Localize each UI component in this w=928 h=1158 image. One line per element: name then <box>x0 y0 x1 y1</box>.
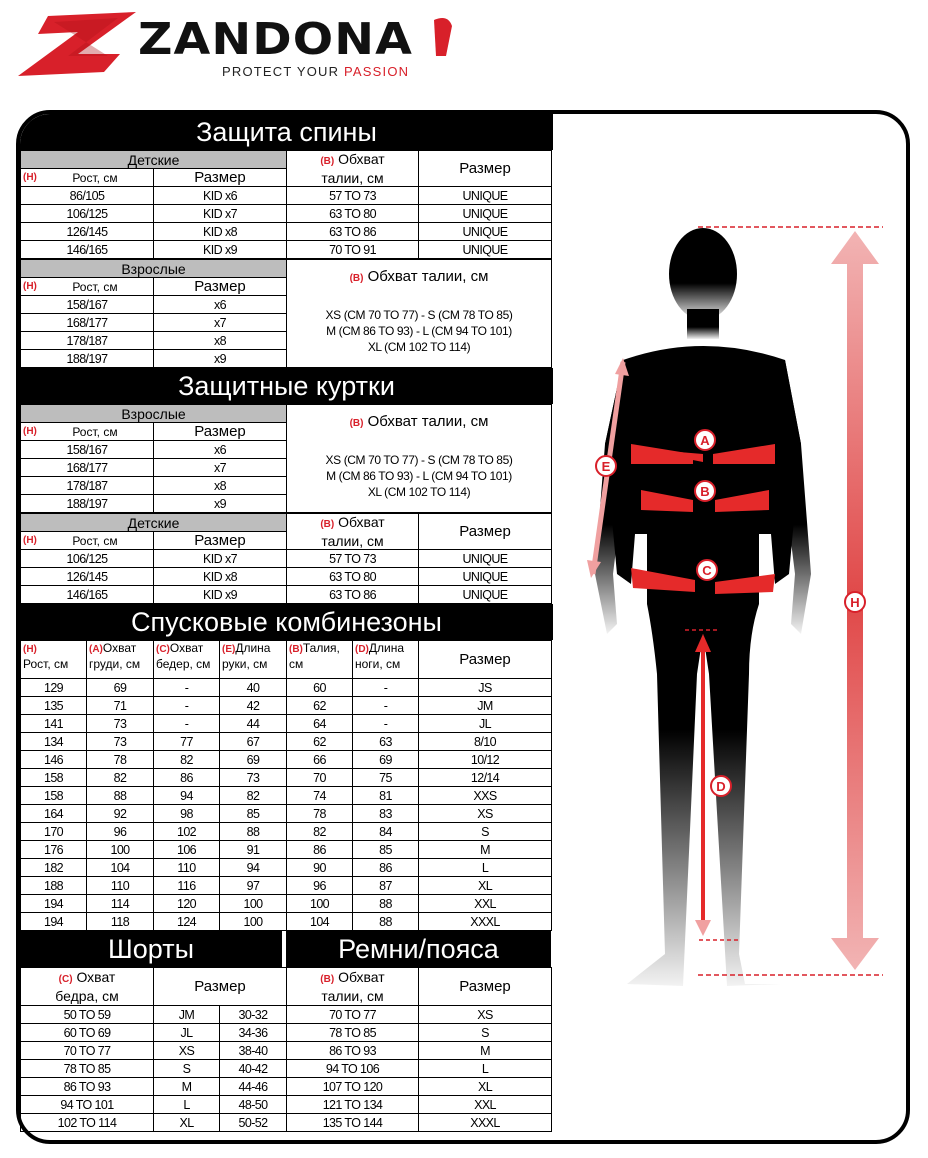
hip-cell: 110 <box>154 859 220 877</box>
waist-cell: 74 <box>287 787 353 805</box>
size-cell: KID x9 <box>154 586 287 604</box>
waist-cell: 64 <box>287 715 353 733</box>
waist-cell: 96 <box>287 877 353 895</box>
table-row <box>21 679 552 697</box>
height-cell: 188/197 <box>21 350 154 368</box>
height-cell: 188/197 <box>21 495 154 513</box>
back-kids-height-header: (H) Рост, см <box>21 169 154 187</box>
table-row <box>21 568 552 586</box>
arm-cell: 40 <box>220 679 287 697</box>
size-cell: UNIQUE <box>419 205 552 223</box>
table-row <box>287 1096 552 1114</box>
arm-cell: 100 <box>220 913 287 931</box>
size-cell: XS <box>419 805 552 823</box>
waist-cell: 70 <box>287 769 353 787</box>
size-cell: XS <box>419 1006 552 1024</box>
back-adults-waist-note: XS (CM 70 TO 77) - S (CM 78 TO 85) M (CM 86 TO 93) - L (CM 94 TO 101) XL (CM 102 TO 114) <box>287 296 552 368</box>
leg-cell: 86 <box>353 859 419 877</box>
jackets-kids-waist-header: (B) Обхват талии, см <box>287 514 419 550</box>
size-cell: S <box>154 1060 220 1078</box>
hip-cell: 94 TO 101 <box>21 1096 154 1114</box>
size-cell: XS <box>154 1042 220 1060</box>
belts-size-header: Размер <box>419 968 552 1006</box>
section-title-jackets: Защитные куртки <box>20 368 553 404</box>
section-title-suits: Спусковые комбинезоны <box>20 604 553 640</box>
size-number-cell: 44-46 <box>220 1078 287 1096</box>
jackets-adults-waist-note: XS (CM 70 TO 77) - S (CM 78 TO 85) M (CM 86 TO 93) - L (CM 94 TO 101) XL (CM 102 TO 114) <box>287 441 552 513</box>
table-row <box>21 1060 287 1078</box>
size-tables <box>20 114 553 1132</box>
waist-cell: 121 TO 134 <box>287 1096 419 1114</box>
size-cell: x8 <box>154 477 287 495</box>
table-row <box>21 205 552 223</box>
waist-cell: 62 <box>287 733 353 751</box>
shorts-table <box>20 967 287 1132</box>
table-row <box>21 823 552 841</box>
size-cell: UNIQUE <box>419 586 552 604</box>
size-cell: x9 <box>154 495 287 513</box>
chest-cell: 69 <box>87 679 154 697</box>
size-cell: UNIQUE <box>419 223 552 241</box>
suits-header-1: (A)Охват груди, см <box>87 641 154 679</box>
waist-cell: 86 <box>287 841 353 859</box>
leg-cell: 81 <box>353 787 419 805</box>
height-cell: 194 <box>21 913 87 931</box>
back-kids-size-header-right: Размер <box>419 151 552 187</box>
waist-cell: 82 <box>287 823 353 841</box>
chest-cell: 71 <box>87 697 154 715</box>
back-adults-table <box>20 259 552 368</box>
marker-b-label: B <box>700 484 710 499</box>
height-cell: 135 <box>21 697 87 715</box>
table-row <box>21 715 552 733</box>
size-number-cell: 48-50 <box>220 1096 287 1114</box>
leg-cell: - <box>353 715 419 733</box>
arm-cell: 44 <box>220 715 287 733</box>
size-cell: 10/12 <box>419 751 552 769</box>
height-cell: 134 <box>21 733 87 751</box>
chest-cell: 92 <box>87 805 154 823</box>
height-cell: 86/105 <box>21 187 154 205</box>
jackets-adults-table <box>20 404 552 513</box>
chest-cell: 114 <box>87 895 154 913</box>
size-cell: XXL <box>419 895 552 913</box>
suits-header-5: (D)Длина ноги, см <box>353 641 419 679</box>
table-row <box>21 241 552 259</box>
table-row <box>287 1006 552 1024</box>
jackets-adults-size-header: Размер <box>154 423 287 441</box>
table-row <box>21 1114 287 1132</box>
back-adults-waist-header: (B) Обхват талии, см <box>287 260 552 296</box>
leg-cell: 83 <box>353 805 419 823</box>
table-row <box>21 296 552 314</box>
size-cell: XL <box>419 1078 552 1096</box>
marker-h-label: H <box>850 595 860 610</box>
chest-cell: 73 <box>87 733 154 751</box>
jackets-kids-size-header-right: Размер <box>419 514 552 550</box>
height-cell: 106/125 <box>21 550 154 568</box>
section-title-belts: Ремни/пояса <box>286 931 551 967</box>
leg-cell: - <box>353 697 419 715</box>
size-cell: UNIQUE <box>419 568 552 586</box>
back-kids-waist-header: (B) Обхват талии, см <box>287 151 419 187</box>
size-cell: JM <box>419 697 552 715</box>
hip-cell: 116 <box>154 877 220 895</box>
size-cell: S <box>419 1024 552 1042</box>
leg-cell: 75 <box>353 769 419 787</box>
arm-cell: 67 <box>220 733 287 751</box>
size-cell: UNIQUE <box>419 241 552 259</box>
table-row <box>21 751 552 769</box>
hip-cell: - <box>154 679 220 697</box>
hip-cell: 106 <box>154 841 220 859</box>
leg-cell: 87 <box>353 877 419 895</box>
waist-cell: 90 <box>287 859 353 877</box>
arm-cell: 100 <box>220 895 287 913</box>
table-row <box>21 223 552 241</box>
size-cell: x9 <box>154 350 287 368</box>
size-cell: JL <box>419 715 552 733</box>
marker-a-label: A <box>700 433 710 448</box>
waist-cell: 57 TO 73 <box>287 187 419 205</box>
waist-cell: 94 TO 106 <box>287 1060 419 1078</box>
jackets-kids-heading: Детские <box>21 514 287 532</box>
leg-cell: - <box>353 679 419 697</box>
table-row <box>21 733 552 751</box>
waist-cell: 135 TO 144 <box>287 1114 419 1132</box>
waist-cell: 57 TO 73 <box>287 550 419 568</box>
marker-d-label: D <box>716 779 726 794</box>
belts-table <box>286 967 552 1132</box>
waist-cell: 70 TO 91 <box>287 241 419 259</box>
jackets-adults-height-header: (H) Рост, см <box>21 423 154 441</box>
size-cell: XL <box>419 877 552 895</box>
table-row <box>21 1096 287 1114</box>
size-cell: x7 <box>154 314 287 332</box>
size-cell: 8/10 <box>419 733 552 751</box>
height-cell: 158 <box>21 769 87 787</box>
chest-cell: 104 <box>87 859 154 877</box>
shorts-size-header: Размер <box>154 968 287 1006</box>
arm-cell: 82 <box>220 787 287 805</box>
size-cell: XXXL <box>419 1114 552 1132</box>
size-number-cell: 40-42 <box>220 1060 287 1078</box>
size-cell: S <box>419 823 552 841</box>
table-row <box>21 913 552 931</box>
size-number-cell: 50-52 <box>220 1114 287 1132</box>
chest-cell: 82 <box>87 769 154 787</box>
chest-cell: 73 <box>87 715 154 733</box>
hip-cell: 120 <box>154 895 220 913</box>
waist-cell: 100 <box>287 895 353 913</box>
height-cell: 158/167 <box>21 296 154 314</box>
leg-cell: 69 <box>353 751 419 769</box>
height-cell: 146/165 <box>21 586 154 604</box>
waist-cell: 62 <box>287 697 353 715</box>
shorts-hip-header: (C) Охват бедра, см <box>21 968 154 1006</box>
hip-cell: - <box>154 697 220 715</box>
jackets-kids-height-header: (H) Рост, см <box>21 532 154 550</box>
table-row <box>287 1114 552 1132</box>
jackets-kids-size-header: Размер <box>154 532 287 550</box>
size-cell: KID x8 <box>154 568 287 586</box>
table-row <box>287 1024 552 1042</box>
chest-cell: 110 <box>87 877 154 895</box>
hip-cell: - <box>154 715 220 733</box>
suits-header-4: (B)Талия, см <box>287 641 353 679</box>
table-row <box>21 441 552 459</box>
belts-waist-header: (B) Обхват талии, см <box>287 968 419 1006</box>
waist-cell: 86 TO 93 <box>287 1042 419 1060</box>
table-row <box>287 1078 552 1096</box>
hip-cell: 102 TO 114 <box>21 1114 154 1132</box>
chest-cell: 96 <box>87 823 154 841</box>
table-row <box>287 1042 552 1060</box>
arm-cell: 97 <box>220 877 287 895</box>
table-row <box>21 877 552 895</box>
table-row <box>21 1042 287 1060</box>
suits-header-2: (C)Охват бедер, см <box>154 641 220 679</box>
waist-cell: 66 <box>287 751 353 769</box>
chest-cell: 118 <box>87 913 154 931</box>
height-cell: 158 <box>21 787 87 805</box>
size-cell: UNIQUE <box>419 550 552 568</box>
hip-cell: 98 <box>154 805 220 823</box>
size-cell: L <box>419 1060 552 1078</box>
size-cell: JM <box>154 1006 220 1024</box>
size-cell: KID x9 <box>154 241 287 259</box>
hip-cell: 102 <box>154 823 220 841</box>
suits-header-0: (H) Рост, см <box>21 641 87 679</box>
height-cell: 106/125 <box>21 205 154 223</box>
hip-cell: 50 TO 59 <box>21 1006 154 1024</box>
table-row <box>21 787 552 805</box>
section-title-back: Защита спины <box>20 114 553 150</box>
section-title-shorts: Шорты <box>20 931 286 967</box>
size-cell: M <box>154 1078 220 1096</box>
jackets-adults-waist-header: (B) Обхват талии, см <box>287 405 552 441</box>
body-measurement-figure <box>553 114 906 1140</box>
height-cell: 126/145 <box>21 223 154 241</box>
arm-cell: 94 <box>220 859 287 877</box>
table-row <box>21 586 552 604</box>
hip-cell: 60 TO 69 <box>21 1024 154 1042</box>
waist-cell: 78 TO 85 <box>287 1024 419 1042</box>
hip-cell: 124 <box>154 913 220 931</box>
height-cell: 178/187 <box>21 477 154 495</box>
brand-name: ZANDONA <box>138 14 413 65</box>
table-row <box>287 1060 552 1078</box>
hip-cell: 77 <box>154 733 220 751</box>
table-row <box>21 1024 287 1042</box>
table-row <box>21 550 552 568</box>
height-cell: 170 <box>21 823 87 841</box>
waist-cell: 60 <box>287 679 353 697</box>
back-adults-size-header: Размер <box>154 278 287 296</box>
height-cell: 146/165 <box>21 241 154 259</box>
chest-cell: 100 <box>87 841 154 859</box>
leg-cell: 85 <box>353 841 419 859</box>
table-row <box>21 769 552 787</box>
height-cell: 158/167 <box>21 441 154 459</box>
size-cell: x8 <box>154 332 287 350</box>
table-row <box>21 187 552 205</box>
height-cell: 182 <box>21 859 87 877</box>
size-number-cell: 30-32 <box>220 1006 287 1024</box>
hip-cell: 82 <box>154 751 220 769</box>
hip-cell: 86 <box>154 769 220 787</box>
height-cell: 168/177 <box>21 314 154 332</box>
size-cell: JS <box>419 679 552 697</box>
height-cell: 178/187 <box>21 332 154 350</box>
height-cell: 146 <box>21 751 87 769</box>
size-cell: KID x8 <box>154 223 287 241</box>
waist-cell: 63 TO 80 <box>287 205 419 223</box>
size-number-cell: 38-40 <box>220 1042 287 1060</box>
jackets-kids-table <box>20 513 552 604</box>
hip-cell: 78 TO 85 <box>21 1060 154 1078</box>
arm-cell: 42 <box>220 697 287 715</box>
size-cell: KID x6 <box>154 187 287 205</box>
size-cell: L <box>154 1096 220 1114</box>
leg-cell: 88 <box>353 913 419 931</box>
back-adults-height-header: (H) Рост, см <box>21 278 154 296</box>
size-cell: KID x7 <box>154 550 287 568</box>
hip-cell: 70 TO 77 <box>21 1042 154 1060</box>
waist-cell: 107 TO 120 <box>287 1078 419 1096</box>
arm-cell: 73 <box>220 769 287 787</box>
hip-cell: 94 <box>154 787 220 805</box>
chest-cell: 88 <box>87 787 154 805</box>
waist-cell: 104 <box>287 913 353 931</box>
size-cell: x6 <box>154 441 287 459</box>
size-cell: XL <box>154 1114 220 1132</box>
back-kids-size-header: Размер <box>154 169 287 187</box>
height-cell: 194 <box>21 895 87 913</box>
leg-cell: 84 <box>353 823 419 841</box>
size-cell: XXL <box>419 1096 552 1114</box>
brand-tagline: PROTECT YOUR PASSION <box>222 64 410 79</box>
suits-table <box>20 640 552 931</box>
waist-cell: 70 TO 77 <box>287 1006 419 1024</box>
height-cell: 164 <box>21 805 87 823</box>
size-cell: L <box>419 859 552 877</box>
height-cell: 141 <box>21 715 87 733</box>
leg-cell: 88 <box>353 895 419 913</box>
table-row <box>21 1006 287 1024</box>
table-row <box>21 1078 287 1096</box>
size-cell: JL <box>154 1024 220 1042</box>
size-cell: x7 <box>154 459 287 477</box>
table-row <box>21 859 552 877</box>
height-cell: 176 <box>21 841 87 859</box>
size-cell: M <box>419 841 552 859</box>
waist-cell: 78 <box>287 805 353 823</box>
hip-cell: 86 TO 93 <box>21 1078 154 1096</box>
table-row <box>21 895 552 913</box>
waist-cell: 63 TO 86 <box>287 223 419 241</box>
arm-cell: 88 <box>220 823 287 841</box>
height-cell: 129 <box>21 679 87 697</box>
table-row <box>21 841 552 859</box>
arm-cell: 85 <box>220 805 287 823</box>
height-cell: 188 <box>21 877 87 895</box>
suits-header-3: (E)Длина руки, см <box>220 641 287 679</box>
size-cell: x6 <box>154 296 287 314</box>
table-row <box>21 805 552 823</box>
waist-cell: 63 TO 86 <box>287 586 419 604</box>
table-row <box>21 697 552 715</box>
height-cell: 126/145 <box>21 568 154 586</box>
size-cell: M <box>419 1042 552 1060</box>
marker-e-label: E <box>601 459 611 474</box>
leg-cell: 63 <box>353 733 419 751</box>
size-cell: XXS <box>419 787 552 805</box>
marker-c-label: C <box>702 563 712 578</box>
size-cell: 12/14 <box>419 769 552 787</box>
suits-header-6: Размер <box>419 641 552 679</box>
size-number-cell: 34-36 <box>220 1024 287 1042</box>
size-cell: KID x7 <box>154 205 287 223</box>
size-cell: UNIQUE <box>419 187 552 205</box>
size-cell: XXXL <box>419 913 552 931</box>
waist-cell: 63 TO 80 <box>287 568 419 586</box>
chest-cell: 78 <box>87 751 154 769</box>
back-kids-heading: Детские <box>21 151 287 169</box>
arm-cell: 91 <box>220 841 287 859</box>
arm-cell: 69 <box>220 751 287 769</box>
back-kids-table <box>20 150 552 259</box>
height-cell: 168/177 <box>21 459 154 477</box>
jackets-adults-heading: Взрослые <box>21 405 287 423</box>
back-adults-heading: Взрослые <box>21 260 287 278</box>
